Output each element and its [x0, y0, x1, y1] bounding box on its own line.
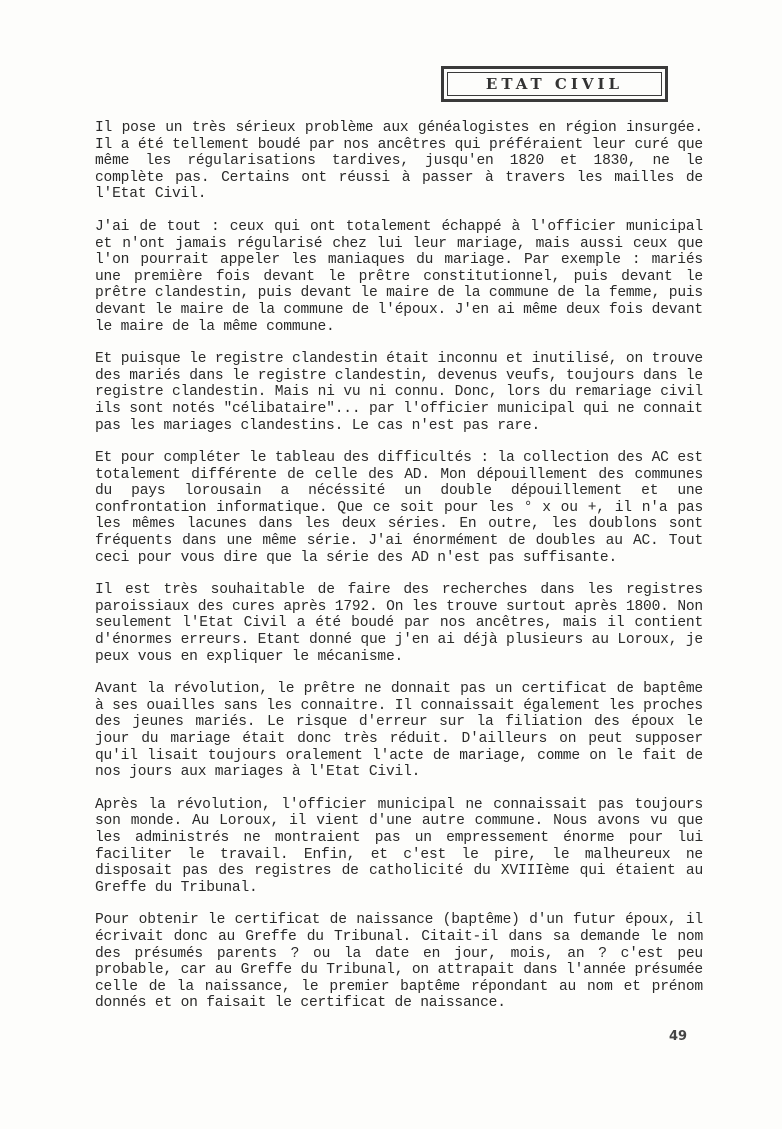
paragraph: J'ai de tout : ceux qui ont totalement échappé à l'officier municipal et n'ont jamais régularisé chez lui leur mariage, mais aussi ceux que l'on pourrait appeler les maniaques du mariage. Par exemple : mariés une première fois devant le prêtre constitutionnel, puis devant le prêtre clandestin, puis devant le maire de la commune de la femme, puis devant le maire de la commune de l'époux. J'en ai même deux fois devant le maire de la même commune. — [95, 218, 703, 335]
paragraph: Pour obtenir le certificat de naissance (baptême) d'un futur époux, il écrivait donc au Greffe du Tribunal. Citait-il dans sa demande le nom des présumés parents ? ou la date en jour, mois, an ? c'est peu probable, car au Greffe du Tribunal, on attrapait dans l'année présumée celle de la naissance, le premier baptême répondant au nom et prénom donnés et on faisait le certificat de naissance. — [95, 912, 703, 1012]
paragraph: Il est très souhaitable de faire des recherches dans les registres paroissiaux des cures après 1792. On les trouve surtout après 1800. Non seulement l'Etat Civil a été boudé par nos ancêtres, mais il contient d'énormes erreurs. Etant donné que j'en ai déjà plusieurs au Loroux, je peux vous en expliquer le mécanisme. — [95, 582, 703, 665]
paragraph: Et puisque le registre clandestin était inconnu et inutilisé, on trouve des mariés dans le registre clandestin, devenus veufs, toujours dans le registre clandestin. Mais ni vu ni connu. Donc, lors du remariage civil ils sont notés "célibataire"... par l'officier municipal qui ne connait pas les mariages clandestins. Le cas n'est pas rare. — [95, 351, 703, 434]
paragraph: Après la révolution, l'officier municipal ne connaissait pas toujours son monde. Au Loroux, il vient d'une autre commune. Nous avons vu que les administrés ne montraient pas un empressement énorme pour lui faciliter le travail. Enfin, et c'est le pire, le malheureux ne disposait pas des registres de catholicité du XVIIIème qui étaient au Greffe du Tribunal. — [95, 796, 703, 896]
paragraph: Et pour compléter le tableau des difficultés : la collection des AC est totalement différente de celle des AD. Mon dépouillement des communes du pays lorousain a nécéssité un double dépouillement et une confrontation informatique. Que ce soit pour les ° x ou +, il n'a pas les mêmes lacunes dans les deux séries. En outre, les doublons sont fréquents dans une même série. J'ai énormément de doubles au AC. Tout ceci pour vous dire que la série des AD n'est pas suffisante. — [95, 450, 703, 566]
paragraph: Il pose un très sérieux problème aux généalogistes en région insurgée. Il a été tellement boudé par nos ancêtres qui préféraient leur curé que même les régularisations tardives, jusqu'en 1820 et 1830, ne le complète pas. Certains ont réussi à passer à travers les mailles de l'Etat Civil. — [95, 120, 703, 203]
section-title: ETAT CIVIL — [447, 72, 662, 96]
article-body — [95, 120, 703, 1028]
section-title-box — [441, 66, 668, 102]
page-number: 49 — [669, 1029, 688, 1044]
paragraph: Avant la révolution, le prêtre ne donnait pas un certificat de baptême à ses ouailles sans les connaitre. Il connaissait également les proches des jeunes mariés. Le risque d'erreur sur la filiation des époux le jour du mariage était donc très réduit. D'ailleurs on peut supposer qu'il lisait toujours oralement l'acte de mariage, comme on le fait de nos jours aux mariages à l'Etat Civil. — [95, 681, 703, 781]
